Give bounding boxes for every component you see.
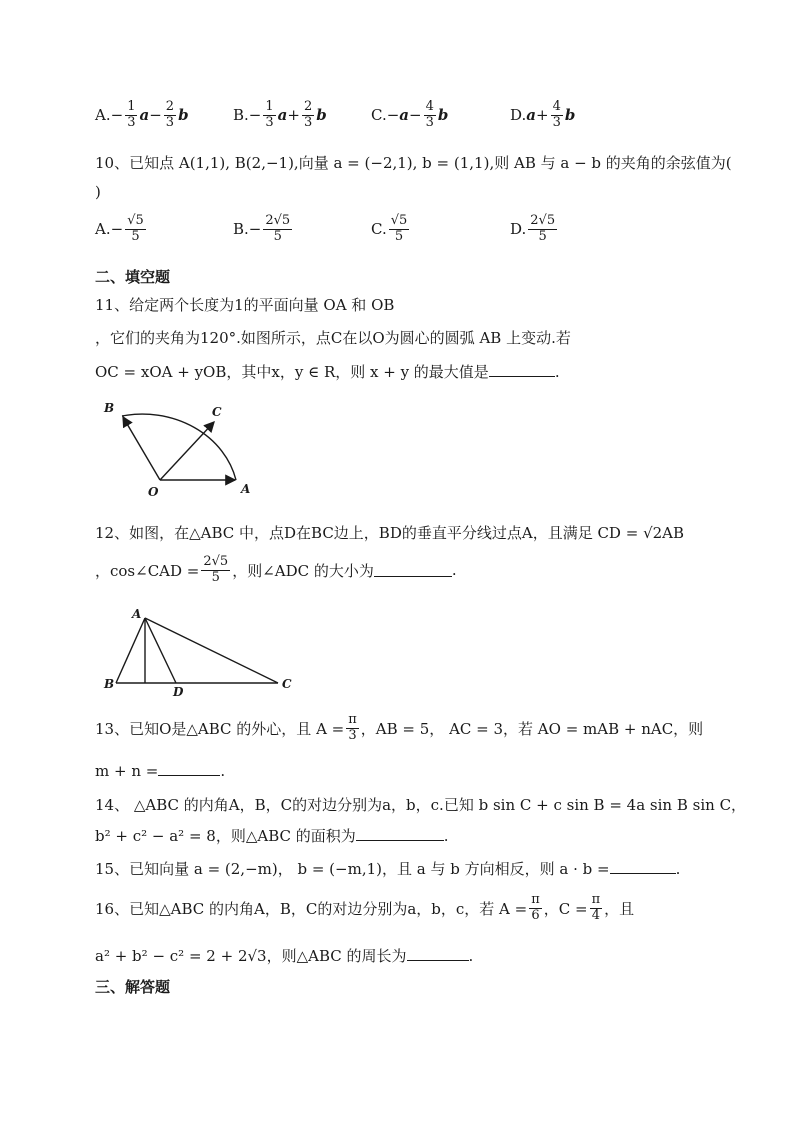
fraction: $\frac{4}{3}$: [425, 99, 434, 130]
q10-option-c: C. $\frac{√5}{5}$: [371, 213, 408, 244]
q12-figure-triangle: [98, 606, 298, 698]
q10-option-d: D. $\frac{2√5}{5}$: [510, 213, 556, 244]
q16-line1: 16、已知△ABC 的内角A，B，C的对边分别为a，b，c，若 A = $\frac{\pi}{6}$ ，C = $\frac{\pi}{4}$ ，且: [95, 892, 635, 923]
q15-line1: 15、已知向量 a = (2,−m)， b = (−m,1)，且 a 与 b 方向相反，则 a · b = .: [95, 860, 681, 878]
q9-option-b: B. − $\frac{1}{3}$ a + $\frac{2}{3}$ b: [233, 99, 327, 130]
fraction: $\frac{√5}{5}$: [390, 213, 408, 244]
q10-option-b: B. − $\frac{2√5}{5}$: [233, 213, 291, 244]
answer-blank[interactable]: [407, 948, 469, 961]
arc-ab: [122, 414, 236, 480]
fraction: $\frac{\pi}{6}$: [531, 892, 540, 923]
fraction: $\frac{1}{3}$: [127, 99, 136, 130]
q12-line2: ，cos∠CAD = $\frac{2√5}{5}$ ，则∠ADC 的大小为 .: [95, 554, 457, 585]
vector-oc: [160, 422, 214, 480]
q11-line2: ，它们的夹角为120°.如图所示，点C在以O为圆心的圆弧 AB 上变动.若: [95, 329, 571, 347]
label-b: B: [104, 677, 115, 691]
q10-stem-cont: ): [95, 183, 101, 201]
answer-blank[interactable]: [610, 861, 676, 874]
q12-line1: 12、如图，在△ABC 中，点D在BC边上，BD的垂直平分线过点A，且满足 CD = √2AB: [95, 524, 685, 542]
q11-line1: 11、给定两个长度为1的平面向量 OA 和 OB: [95, 296, 395, 314]
fraction: $\frac{2√5}{5}$: [203, 554, 229, 585]
fraction: $\frac{2√5}{5}$: [265, 213, 291, 244]
fraction: $\frac{4}{3}$: [552, 99, 561, 130]
section-heading-fill-in: 二、填空题: [95, 268, 171, 286]
q9-option-a: A. − $\frac{1}{3}$ a − $\frac{2}{3}$ b: [95, 99, 189, 130]
q14-line1: 14、 △ABC 的内角A，B，C的对边分别为a，b，c.已知 b sin C + c sin B = 4a sin B sin C，: [95, 796, 747, 814]
label-a: A: [241, 482, 251, 496]
q10-stem: 10、已知点 A(1,1), B(2,−1),向量 a = (−2,1), b = (1,1),则 AB 与 a − b 的夹角的余弦值为(: [95, 154, 732, 172]
answer-blank[interactable]: [158, 763, 220, 776]
fraction: $\frac{\pi}{3}$: [348, 712, 357, 743]
label-a: A: [132, 607, 142, 621]
q14-line2: b² + c² − a² = 8，则△ABC 的面积为 .: [95, 827, 449, 845]
label-c: C: [282, 677, 292, 691]
segment-ab: [116, 618, 145, 683]
label-c: C: [212, 405, 222, 419]
q13-line1: 13、已知O是△ABC 的外心，且 A = $\frac{\pi}{3}$ ，AB = 5， AC = 3，若 AO = mAB + nAC，则: [95, 712, 704, 743]
label-d: D: [173, 685, 184, 698]
answer-blank[interactable]: [374, 564, 452, 577]
label-o: O: [148, 485, 159, 499]
answer-blank[interactable]: [489, 364, 555, 377]
fraction: $\frac{2}{3}$: [303, 99, 313, 130]
q10-option-a: A. − $\frac{√5}{5}$: [95, 213, 144, 244]
q9-option-c: C. − a − $\frac{4}{3}$ b: [371, 99, 449, 130]
q11-figure-arc: [98, 396, 258, 500]
fraction: $\frac{√5}{5}$: [127, 213, 144, 244]
answer-blank[interactable]: [356, 828, 444, 841]
fraction: $\frac{\pi}{4}$: [591, 892, 601, 923]
vector-ob: [123, 417, 160, 480]
q16-line2: a² + b² − c² = 2 + 2√3，则△ABC 的周长为 .: [95, 947, 474, 965]
segment-ac: [145, 618, 278, 683]
section-heading-solutions: 三、解答题: [95, 978, 171, 996]
fraction: $\frac{1}{3}$: [265, 99, 274, 130]
q11-line3: OC = xOA + yOB，其中x，y ∈ R，则 x + y 的最大值是 .: [95, 363, 560, 381]
fraction: $\frac{2√5}{5}$: [530, 213, 556, 244]
label-b: B: [104, 401, 115, 415]
q13-line2: m + n = .: [95, 762, 226, 780]
fraction: $\frac{2}{3}$: [165, 99, 175, 130]
segment-ad: [145, 618, 176, 683]
q9-option-d: D. a + $\frac{4}{3}$ b: [510, 99, 576, 130]
